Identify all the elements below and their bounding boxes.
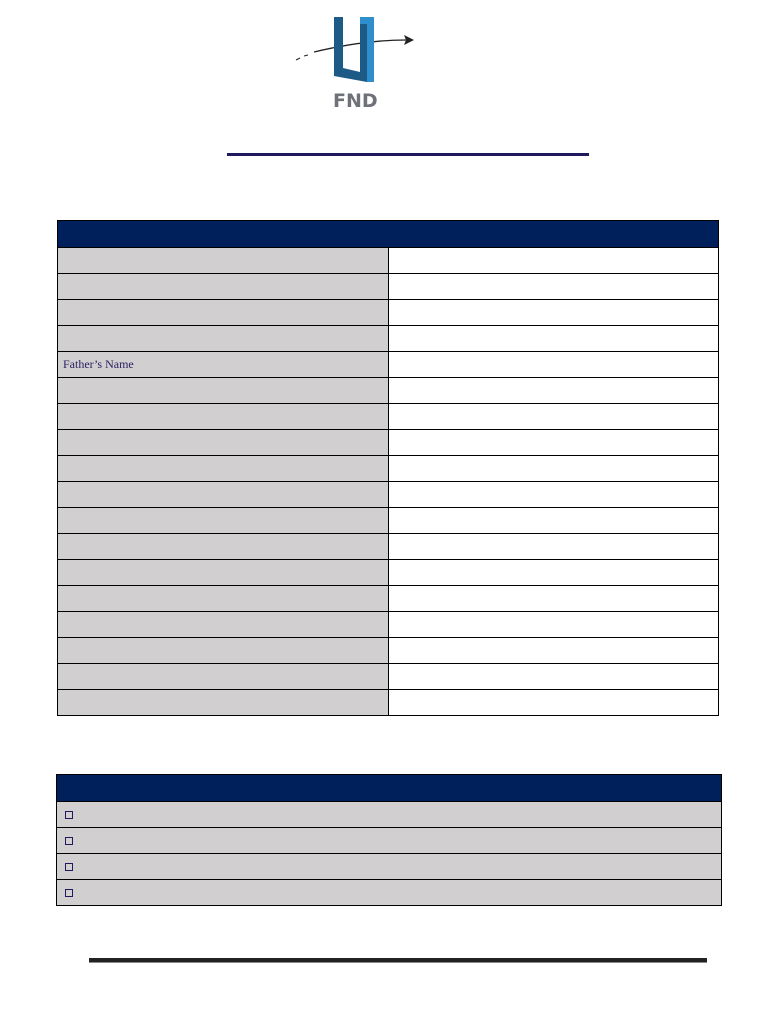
form-row-label [58, 664, 389, 690]
form-row-value-field[interactable] [388, 274, 719, 300]
form-row-value-field[interactable] [388, 300, 719, 326]
title-underline [227, 153, 589, 156]
form-row [58, 482, 719, 508]
form-row [58, 378, 719, 404]
form-row-label [58, 638, 389, 664]
form-row-value-field[interactable] [388, 638, 719, 664]
checkbox-icon[interactable] [65, 863, 73, 871]
form-row [58, 274, 719, 300]
form-row [58, 690, 719, 716]
form-row-label [58, 690, 389, 716]
checklist-header [57, 775, 722, 802]
form-row [58, 456, 719, 482]
form-row-value-field[interactable] [388, 560, 719, 586]
form-row-value-field[interactable] [388, 326, 719, 352]
logo-mark-icon [294, 14, 418, 110]
checklist-item [57, 802, 722, 828]
footer-rule [89, 958, 707, 963]
form-row [58, 352, 719, 378]
form-row-label [58, 586, 389, 612]
checklist-item [57, 828, 722, 854]
checkbox-icon[interactable] [65, 889, 73, 897]
form-row-label [58, 430, 389, 456]
form-row [58, 638, 719, 664]
form-row-label [58, 248, 389, 274]
form-row [58, 508, 719, 534]
form-row-label [58, 456, 389, 482]
form-row-value-field[interactable] [388, 378, 719, 404]
personal-info-table [57, 220, 719, 716]
fnd-logo [294, 14, 418, 110]
form-row-value-field[interactable] [388, 664, 719, 690]
form-row-value-field[interactable] [388, 482, 719, 508]
form-row-value-field[interactable] [388, 586, 719, 612]
form-row [58, 404, 719, 430]
form-row-label [58, 378, 389, 404]
checkbox-icon[interactable] [65, 811, 73, 819]
form-row [58, 612, 719, 638]
checklist-table [56, 774, 722, 906]
form-row [58, 248, 719, 274]
form-row-label [58, 560, 389, 586]
form-row-label [58, 274, 389, 300]
form-row [58, 586, 719, 612]
form-row-value-field[interactable] [388, 352, 719, 378]
form-row-label [58, 404, 389, 430]
personal-info-header [58, 221, 719, 248]
form-row-value-field[interactable] [388, 248, 719, 274]
checklist-item [57, 854, 722, 880]
form-row-label [58, 612, 389, 638]
form-row-value-field[interactable] [388, 456, 719, 482]
form-row-label: Father’s Name [58, 352, 389, 378]
form-row [58, 664, 719, 690]
form-row-value-field[interactable] [388, 534, 719, 560]
form-row-value-field[interactable] [388, 690, 719, 716]
form-row-label [58, 508, 389, 534]
form-row [58, 326, 719, 352]
checklist-item [57, 880, 722, 906]
form-row-label [58, 482, 389, 508]
form-row-label [58, 534, 389, 560]
form-row-value-field[interactable] [388, 612, 719, 638]
form-row-value-field[interactable] [388, 508, 719, 534]
logo-text: FND [333, 90, 378, 110]
form-row-label [58, 300, 389, 326]
form-row-value-field[interactable] [388, 430, 719, 456]
form-row [58, 560, 719, 586]
form-row-label [58, 326, 389, 352]
checkbox-icon[interactable] [65, 837, 73, 845]
form-row-value-field[interactable] [388, 404, 719, 430]
form-row [58, 300, 719, 326]
form-row [58, 534, 719, 560]
form-row [58, 430, 719, 456]
